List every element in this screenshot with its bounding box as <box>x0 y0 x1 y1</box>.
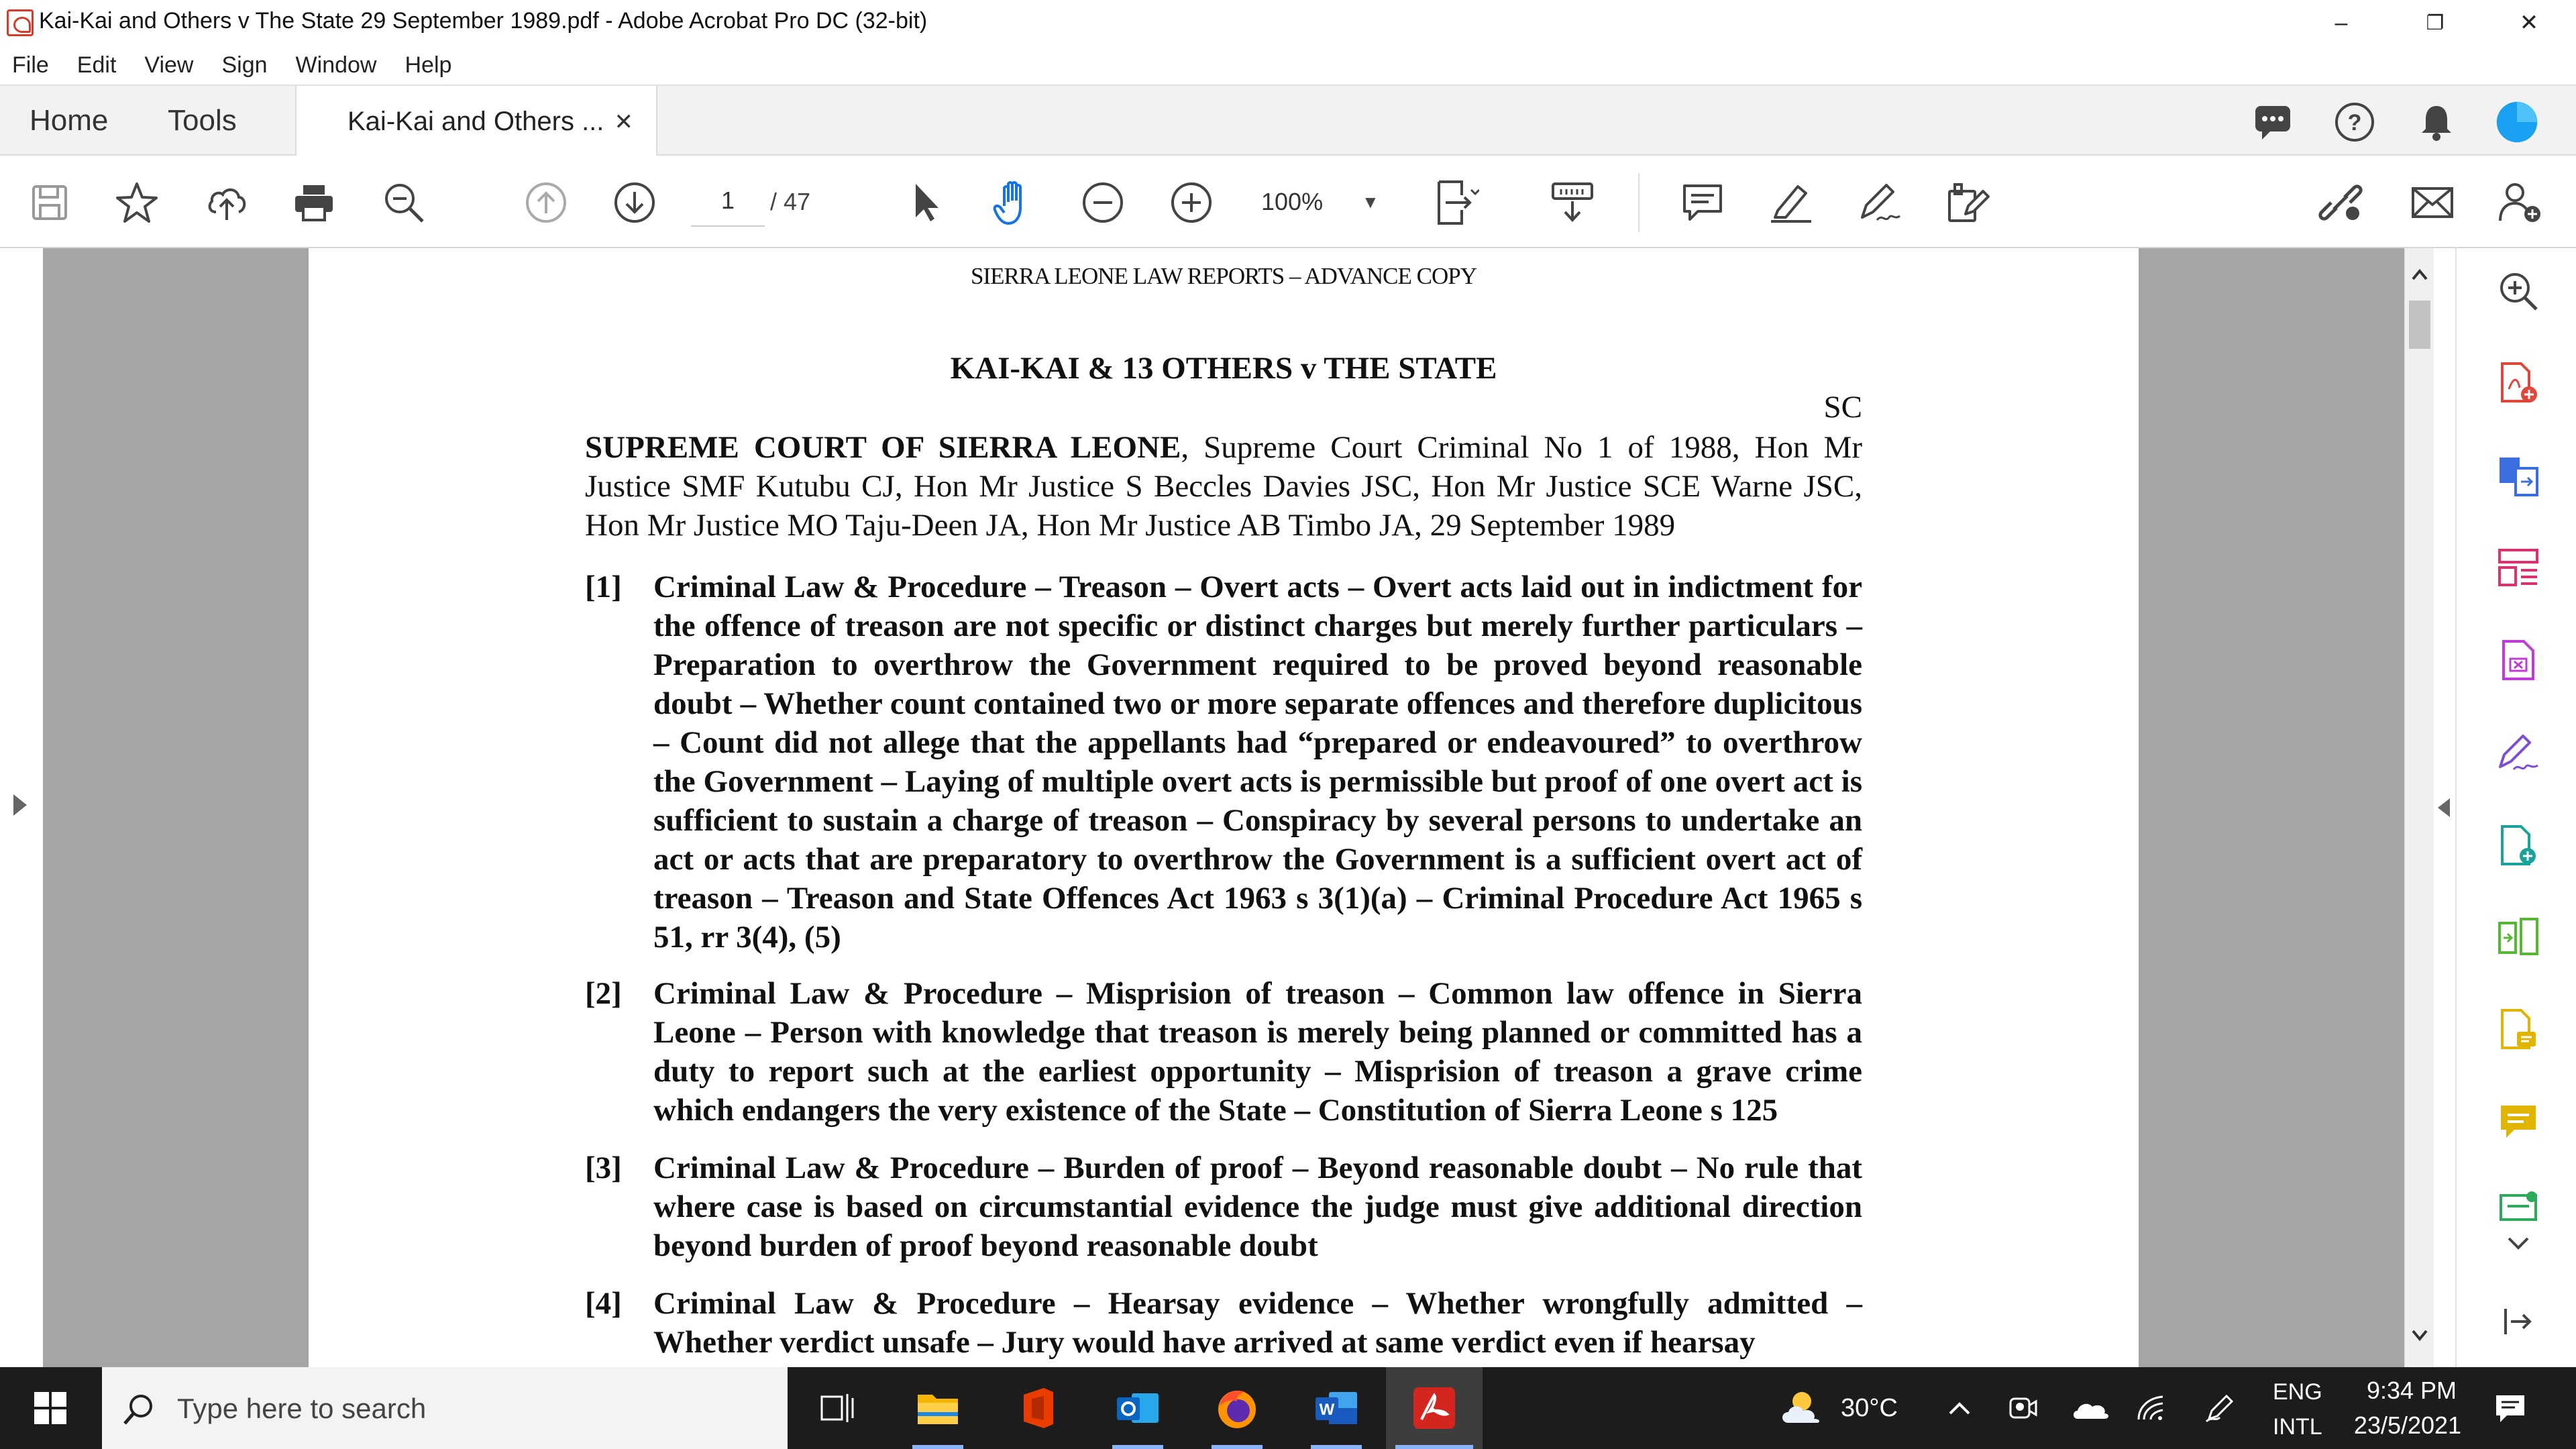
acrobat-taskbar-icon[interactable] <box>1386 1367 1483 1449</box>
running-app-indicator <box>1112 1445 1163 1449</box>
weather-icon[interactable] <box>1778 1391 1831 1425</box>
expand-left-panel-icon[interactable] <box>13 794 27 816</box>
case-title: KAI-KAI & 13 OTHERS v THE STATE <box>950 351 1497 386</box>
scan-ocr-icon[interactable] <box>2496 1185 2541 1230</box>
wifi-icon[interactable] <box>2135 1391 2168 1425</box>
action-center-icon[interactable] <box>2490 1390 2530 1426</box>
menu-view[interactable]: View <box>144 52 194 78</box>
windows-logo-icon <box>33 1391 68 1426</box>
running-app-indicator <box>912 1445 963 1449</box>
fill-sign-icon[interactable] <box>1856 178 1904 227</box>
page-number-input[interactable] <box>691 176 765 227</box>
citation-details: , Supreme Court Criminal No 1 of 1988, Hon Mr Justice SMF Kutubu CJ, Hon Mr Justice S Beccles Davies JSC, Hon Mr Justice SCE Warne JSC, Hon Mr Justice MO Taju-Deen JA, Hon Mr Justice AB Timbo JA, 29 September 1989 <box>585 430 1863 543</box>
zoom-level[interactable]: 100% <box>1261 188 1324 215</box>
add-user-icon[interactable] <box>2497 178 2545 227</box>
combine-files-icon[interactable] <box>2496 453 2541 499</box>
svg-text:W: W <box>1319 1401 1335 1419</box>
tab-document-label: Kai-Kai and Others ... <box>347 106 604 136</box>
collapse-tools-pane-icon[interactable] <box>2496 1299 2541 1344</box>
holding-number: [1] <box>585 570 622 604</box>
svg-text:?: ? <box>2347 110 2362 136</box>
zoom-in-icon[interactable] <box>1167 178 1216 227</box>
file-explorer-icon[interactable] <box>890 1367 986 1449</box>
running-app-indicator <box>1212 1445 1263 1449</box>
scrollbar-thumb[interactable] <box>2409 301 2430 349</box>
restore-button[interactable]: ❐ <box>2426 11 2445 34</box>
active-app-indicator <box>1395 1445 1473 1449</box>
clock-time[interactable]: 9:34 PM <box>2366 1377 2457 1404</box>
pen-workspace-icon[interactable] <box>2203 1391 2237 1425</box>
create-pdf-icon[interactable] <box>2496 360 2541 405</box>
toolbar <box>0 156 2576 248</box>
tab-tools[interactable]: Tools <box>168 104 237 137</box>
input-language[interactable]: ENG <box>2273 1379 2322 1405</box>
word-icon[interactable] <box>1288 1367 1385 1449</box>
weather-temperature[interactable]: 30°C <box>1841 1394 1898 1422</box>
pdf-page <box>309 248 2139 1367</box>
window-title: Kai-Kai and Others v The State 29 September 1989.pdf - Adobe Acrobat Pro DC (32-bit) <box>39 8 928 34</box>
workspace <box>0 248 2576 1367</box>
search-icon <box>122 1393 156 1426</box>
export-pdf-icon[interactable] <box>2496 637 2541 683</box>
acrobat-app-icon <box>7 9 34 36</box>
print-icon[interactable] <box>290 178 338 227</box>
title-bar <box>0 0 2576 46</box>
holding-text: Criminal Law & Procedure – Misprision of treason – Common law offence in Sierra Leone – Person with knowledge that treason is merely being planned or committed has a duty to report such at the earliest opportunity – Misprision of treason a grave crime which endangers the very existence of the State – Constitution of Sierra Leone s 125 <box>653 976 1862 1128</box>
collapse-right-panel-icon[interactable] <box>2438 798 2450 817</box>
comment-icon[interactable] <box>1678 178 1727 227</box>
taskbar-search-box[interactable] <box>102 1367 788 1449</box>
minimize-button[interactable]: – <box>2334 9 2348 36</box>
organize-pages-icon[interactable] <box>2496 545 2541 590</box>
document-viewer[interactable] <box>43 248 2404 1367</box>
send-for-review-icon[interactable] <box>2496 822 2541 868</box>
fill-and-sign-icon[interactable] <box>2496 730 2541 775</box>
highlight-icon[interactable] <box>1767 178 1815 227</box>
zoom-out-icon[interactable] <box>1079 178 1127 227</box>
court-code: SC <box>1823 390 1862 425</box>
running-app-indicator <box>1311 1445 1362 1449</box>
search-zoom-icon[interactable] <box>2496 268 2541 314</box>
scroll-up-icon[interactable] <box>2412 268 2428 280</box>
find-zoom-icon[interactable] <box>380 178 428 227</box>
input-layout[interactable]: INTL <box>2273 1414 2322 1440</box>
tools-pane <box>2455 248 2576 1367</box>
close-tab-icon[interactable]: ✕ <box>614 109 633 135</box>
menu-window[interactable]: Window <box>295 52 377 78</box>
save-icon[interactable] <box>25 178 74 227</box>
search-placeholder: Type here to search <box>177 1393 427 1424</box>
zoom-dropdown-icon[interactable]: ▼ <box>1362 192 1379 212</box>
firefox-icon[interactable] <box>1189 1367 1285 1449</box>
clock-date[interactable]: 23/5/2021 <box>2353 1411 2462 1439</box>
account-avatar-icon[interactable] <box>2496 101 2538 144</box>
tab-bar <box>0 85 2576 156</box>
compare-files-icon[interactable] <box>2496 914 2541 959</box>
upload-cloud-icon[interactable] <box>203 178 251 227</box>
menu-bar <box>0 46 2576 85</box>
page-up-icon[interactable] <box>522 178 570 227</box>
holding-number: [3] <box>585 1150 622 1185</box>
court-name: SUPREME COURT OF SIERRA LEONE <box>585 430 1181 465</box>
right-panel-toggle[interactable] <box>2434 248 2455 1367</box>
hand-tool-icon[interactable] <box>990 178 1038 227</box>
task-view-icon[interactable] <box>789 1367 885 1449</box>
holding-text: Criminal Law & Procedure – Treason – Overt acts – Overt acts laid out in indictment for the offence of treason are not specific or distinct charges but merely further particulars – Preparation to overthrow the Government required to be proved beyond reasonable doubt – Whether count contained two or more separate offences and therefore duplicitous – Count did not allege that the appellants had “prepared or endeavoured” to overthrow the Government – Laying of multiple overt acts is permissible but proof of one overt act is sufficient to sustain a charge of treason – Conspiracy by several persons to undertake an act or acts that are preparatory to overthrow the Government is a sufficient overt act of treason – Treason and State Offences Act 1963 s 3(1)(a) – Criminal Procedure Act 1965 s 51, rr 3(4), (5) <box>653 570 1862 955</box>
page-total: / 47 <box>770 188 811 215</box>
toolbar-separator <box>1638 173 1640 232</box>
scroll-mode-icon[interactable] <box>1548 178 1597 227</box>
menu-help[interactable]: Help <box>405 52 452 78</box>
comment-tool-icon[interactable] <box>2496 1099 2541 1144</box>
more-tools-chevron-icon[interactable] <box>2496 1230 2541 1257</box>
menu-edit[interactable]: Edit <box>76 52 117 78</box>
holding-text: Criminal Law & Procedure – Burden of proof – Beyond reasonable doubt – No rule that where case is based on circumstantial evidence the judge must give additional direction beyond burden of proof beyond reasonable doubt <box>653 1150 1862 1263</box>
holding-number: [4] <box>585 1286 622 1321</box>
menu-file[interactable]: File <box>12 52 49 78</box>
holding-number: [2] <box>585 976 622 1011</box>
start-button[interactable] <box>0 1367 101 1449</box>
share-link-icon[interactable] <box>2317 178 2365 227</box>
tab-document[interactable] <box>295 86 657 157</box>
meet-now-icon[interactable] <box>2006 1391 2039 1425</box>
edit-pdf-icon[interactable] <box>1944 178 1992 227</box>
outlook-icon[interactable] <box>1089 1367 1186 1449</box>
scroll-down-icon[interactable] <box>2412 1330 2428 1342</box>
office-icon[interactable] <box>990 1367 1087 1449</box>
bookmark-star-icon[interactable] <box>113 178 161 227</box>
left-panel-toggle[interactable] <box>0 248 43 1367</box>
comments-icon[interactable] <box>2251 101 2294 144</box>
taskbar <box>0 1367 2576 1449</box>
running-header: SIERRA LEONE LAW REPORTS – ADVANCE COPY <box>970 263 1477 289</box>
menu-sign[interactable]: Sign <box>221 52 268 78</box>
close-window-button[interactable]: ✕ <box>2519 10 2539 36</box>
help-icon[interactable] <box>2333 101 2376 144</box>
fit-page-icon[interactable] <box>1432 178 1480 227</box>
select-cursor-icon[interactable] <box>903 178 951 227</box>
vertical-scrollbar[interactable] <box>2404 248 2434 1367</box>
tab-home[interactable]: Home <box>30 104 109 137</box>
notifications-bell-icon[interactable] <box>2415 101 2458 144</box>
holding-text: Criminal Law & Procedure – Hearsay evidence – Whether wrongfully admitted – Whether verdict unsafe – Jury would have arrived at same verdict even if hearsay <box>653 1286 1862 1360</box>
show-hidden-icons-chevron[interactable] <box>1943 1391 1976 1425</box>
page-down-icon[interactable] <box>610 178 659 227</box>
share-file-icon[interactable] <box>2496 1006 2541 1052</box>
case-citation <box>585 428 1862 545</box>
email-icon[interactable] <box>2408 178 2457 227</box>
onedrive-icon[interactable] <box>2070 1391 2110 1425</box>
